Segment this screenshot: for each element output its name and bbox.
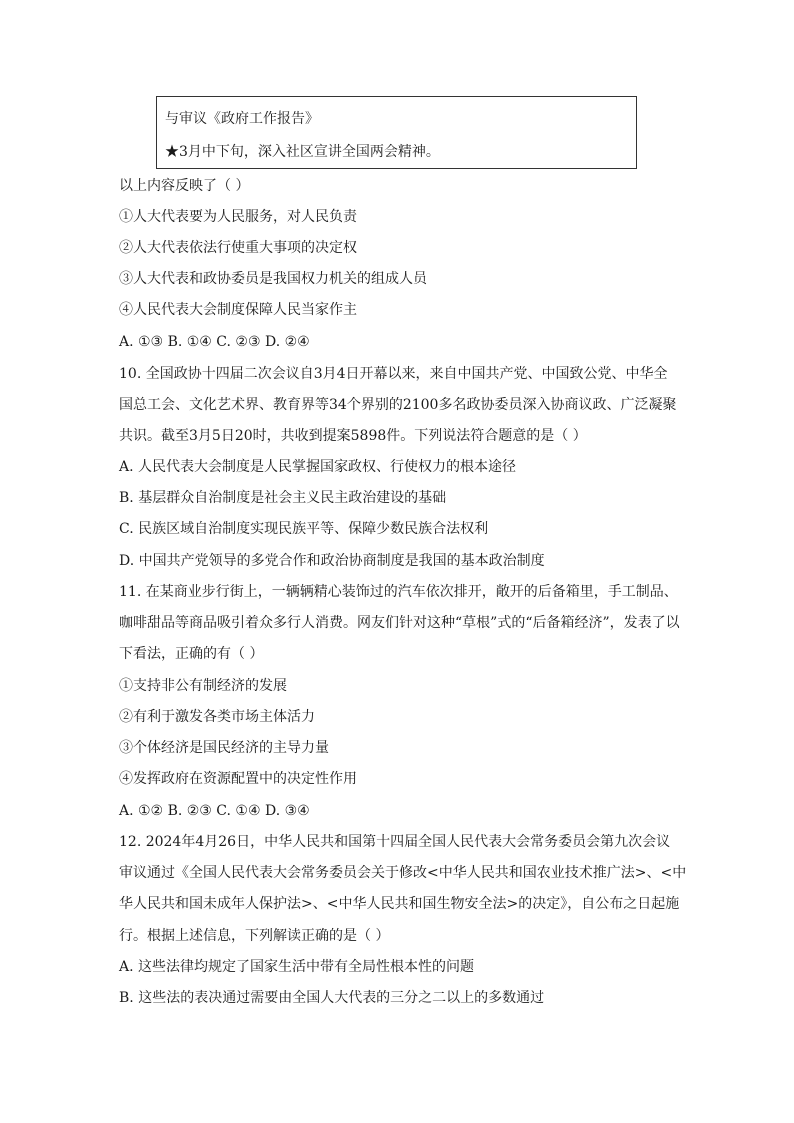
question-11-stem-line-3: 下看法，正确的有（ ） bbox=[119, 646, 264, 662]
box-line-2: ★3月中下旬，深入社区宣讲全国两会精神。 bbox=[165, 144, 440, 160]
question-11-choices: A. ①② B. ②③ C. ①④ D. ③④ bbox=[119, 803, 310, 819]
question-11-statement-2: ②有利于激发各类市场主体活力 bbox=[119, 709, 315, 725]
activity-box bbox=[156, 96, 637, 169]
question-10-stem-line-2: 国总工会、文化艺术界、教育界等34个界别的2100多名政协委员深入协商议政、广泛凝聚 bbox=[119, 397, 677, 413]
question-9-stem: 以上内容反映了（ ） bbox=[119, 178, 250, 194]
question-9-statement-2: ②人大代表依法行使重大事项的决定权 bbox=[119, 240, 357, 256]
question-11-statement-4: ④发挥政府在资源配置中的决定性作用 bbox=[119, 771, 357, 787]
question-10-stem-line-1: 10. 全国政协十四届二次会议自3月4日开幕以来，来自中国共产党、中国致公党、中华全 bbox=[119, 366, 668, 382]
question-10-option-b: B. 基层群众自治制度是社会主义民主政治建设的基础 bbox=[119, 490, 447, 506]
question-12-stem-line-2: 审议通过《全国人民代表大会常务委员会关于修改<中华人民共和国农业技术推广法>、<中 bbox=[119, 865, 687, 881]
question-12-stem-line-4: 行。根据上述信息，下列解读正确的是（ ） bbox=[119, 928, 390, 944]
question-12-option-a: A. 这些法律均规定了国家生活中带有全局性根本性的问题 bbox=[119, 959, 475, 975]
question-10-stem-line-3: 共识。截至3月5日20时，共收到提案5898件。下列说法符合题意的是（ ） bbox=[119, 428, 587, 444]
question-9-statement-4: ④人民代表大会制度保障人民当家作主 bbox=[119, 302, 357, 318]
question-10-option-d: D. 中国共产党领导的多党合作和政治协商制度是我国的基本政治制度 bbox=[119, 553, 545, 569]
question-9-statement-3: ③人大代表和政协委员是我国权力机关的组成人员 bbox=[119, 271, 427, 287]
question-11-stem-line-1: 11. 在某商业步行街上，一辆辆精心装饰过的汽车依次排开，敞开的后备箱里，手工制品、 bbox=[119, 584, 678, 600]
question-9-statement-1: ①人大代表要为人民服务，对人民负责 bbox=[119, 209, 357, 225]
question-12-stem-line-3: 华人民共和国未成年人保护法>、<中华人民共和国生物安全法>的决定》，自公布之日起施 bbox=[119, 896, 680, 912]
question-11-stem-line-2: 咖啡甜品等商品吸引着众多行人消费。网友们针对这种“草根”式的“后备箱经济”，发表了以 bbox=[119, 615, 680, 631]
question-11-statement-3: ③个体经济是国民经济的主导力量 bbox=[119, 740, 329, 756]
question-10-option-c: C. 民族区域自治制度实现民族平等、保障少数民族合法权利 bbox=[119, 521, 489, 537]
question-10-option-a: A. 人民代表大会制度是人民掌握国家政权、行使权力的根本途径 bbox=[119, 459, 517, 475]
question-11-statement-1: ①支持非公有制经济的发展 bbox=[119, 678, 287, 694]
question-12-stem-line-1: 12. 2024年4月26日，中华人民共和国第十四届全国人民代表大会常务委员会第九次会议 bbox=[119, 834, 671, 850]
question-9-choices: A. ①③ B. ①④ C. ②③ D. ②④ bbox=[119, 334, 310, 350]
question-12-option-b: B. 这些法的表决通过需要由全国人大代表的三分之二以上的多数通过 bbox=[119, 990, 545, 1006]
box-line-1: 与审议《政府工作报告》 bbox=[165, 111, 319, 127]
